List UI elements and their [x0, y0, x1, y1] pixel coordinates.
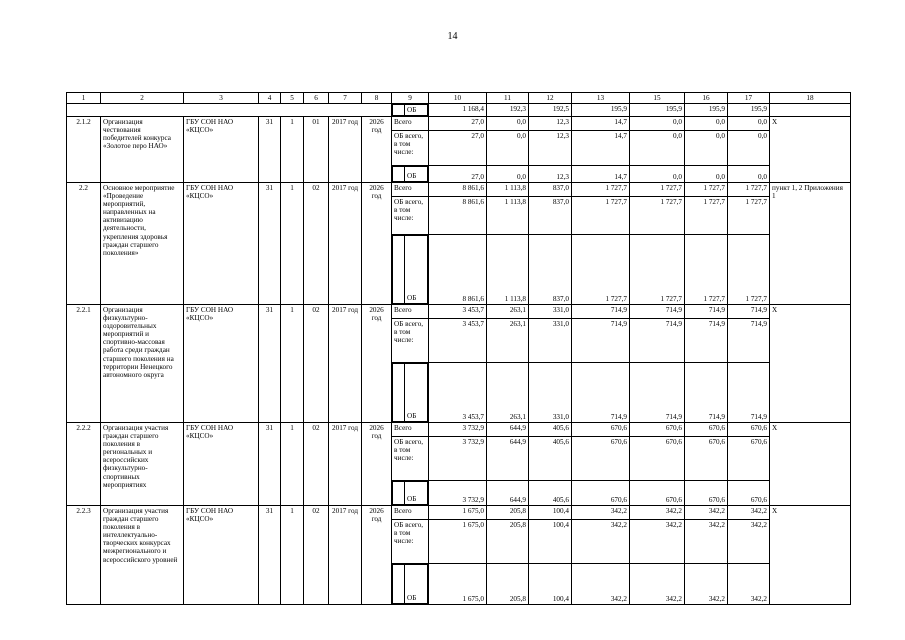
funding-label: ОБ всего, в том числе:: [392, 319, 429, 363]
program-row: [67, 423, 851, 437]
funding-value: 714,9: [572, 319, 630, 363]
total-value: 405,6: [529, 423, 572, 437]
end-year: 2026 год: [362, 423, 392, 506]
carry-value: 192,5: [529, 104, 572, 117]
code-col-5: 1: [281, 117, 304, 183]
funding-value: 1 727,7: [630, 197, 685, 235]
sub-value: 0,0: [630, 166, 685, 183]
total-value: 14,7: [572, 117, 630, 131]
code-col-6: 01: [304, 117, 329, 183]
sub-source-cell: [392, 564, 429, 605]
measure-name: Организация чествования победителей конкурса «Золотое перо НАО»: [101, 117, 184, 183]
sub-value: 644,9: [487, 481, 529, 506]
sub-value: 1 727,7: [685, 235, 728, 305]
total-value: 0,0: [630, 117, 685, 131]
funding-value: 714,9: [728, 319, 770, 363]
code-col-6: 02: [304, 506, 329, 605]
total-value: 100,4: [529, 506, 572, 520]
measure-name: Организация участия граждан старшего поколения в региональных и всероссийских физкультурно-спортивных мероприятиях: [101, 423, 184, 506]
measure-name: Организация физкультурно-оздоровительных мероприятий и спортивно-массовая работа среди граждан старшего поколения на территории Ненецкого автономного округа: [101, 305, 184, 423]
page-number: 14: [447, 31, 458, 42]
funding-value: 342,2: [630, 520, 685, 564]
header-cell: 12: [529, 93, 572, 104]
sub-source-cell: [392, 235, 429, 305]
funding-value: 714,9: [685, 319, 728, 363]
code-col-6: 02: [304, 183, 329, 305]
total-value: 670,6: [728, 423, 770, 437]
total-value: 1 675,0: [429, 506, 487, 520]
funding-value: 644,9: [487, 437, 529, 481]
funding-total-label: Всего: [392, 423, 429, 437]
funding-total-label: Всего: [392, 183, 429, 197]
carry-value: 195,9: [728, 104, 770, 117]
funding-value: 714,9: [630, 319, 685, 363]
sub-value: 0,0: [487, 166, 529, 183]
note-cell: Х: [770, 305, 851, 423]
funding-value: 27,0: [429, 131, 487, 166]
funding-value: 205,8: [487, 520, 529, 564]
sub-value: 1 727,7: [630, 235, 685, 305]
total-value: 8 861,6: [429, 183, 487, 197]
funding-label: ОБ всего, в том числе:: [392, 437, 429, 481]
blank: [393, 364, 405, 422]
funding-value: 100,4: [529, 520, 572, 564]
header-cell: 7: [329, 93, 362, 104]
code-col-6: 02: [304, 305, 329, 423]
sub-value: 14,7: [572, 166, 630, 183]
header-cell: 10: [429, 93, 487, 104]
funding-value: 670,6: [685, 437, 728, 481]
sub-source-label: ОБ: [405, 167, 428, 182]
header-cell: 5: [281, 93, 304, 104]
sub-value: 670,6: [685, 481, 728, 506]
total-value: 0,0: [728, 117, 770, 131]
sub-value: 714,9: [572, 363, 630, 423]
row-number: 2.2: [67, 183, 101, 305]
total-value: 205,8: [487, 506, 529, 520]
sub-source-cell: [392, 481, 429, 506]
funding-label: ОБ всего, в том числе:: [392, 520, 429, 564]
funding-value: 0,0: [487, 131, 529, 166]
total-value: 1 727,7: [728, 183, 770, 197]
carry-empty-cell: [67, 104, 392, 117]
start-year: 2017 год: [329, 506, 362, 605]
program-row: [67, 506, 851, 520]
total-value: 714,9: [728, 305, 770, 319]
sub-value: 1 113,8: [487, 235, 529, 305]
executor: ГБУ СОН НАО «КЦСО»: [184, 506, 259, 605]
total-value: 670,6: [630, 423, 685, 437]
total-value: 342,2: [728, 506, 770, 520]
sub-source-label: ОБ: [405, 236, 428, 304]
header-cell: 11: [487, 93, 529, 104]
blank: [393, 236, 405, 304]
total-value: 342,2: [630, 506, 685, 520]
sub-value: 12,3: [529, 166, 572, 183]
carry-value: 192,3: [487, 104, 529, 117]
code-col-6: 02: [304, 423, 329, 506]
funding-value: 670,6: [728, 437, 770, 481]
sub-value: 342,2: [728, 564, 770, 605]
sub-value: 670,6: [572, 481, 630, 506]
total-value: 714,9: [630, 305, 685, 319]
total-value: 670,6: [572, 423, 630, 437]
total-value: 27,0: [429, 117, 487, 131]
sub-source-cell: [392, 166, 429, 183]
funding-value: 1 727,7: [728, 197, 770, 235]
blank: [393, 482, 405, 505]
sub-value: 3 453,7: [429, 363, 487, 423]
funding-value: 331,0: [529, 319, 572, 363]
measure-name: Организация участия граждан старшего поколения в интеллектуально-творческих конкурсах межрегионального и всероссийского уровней: [101, 506, 184, 605]
end-year: 2026 год: [362, 183, 392, 305]
program-row: [67, 305, 851, 319]
total-value: 263,1: [487, 305, 529, 319]
executor: ГБУ СОН НАО «КЦСО»: [184, 423, 259, 506]
carry-note: [770, 104, 851, 117]
sub-value: 0,0: [685, 166, 728, 183]
row-number: 2.2.2: [67, 423, 101, 506]
carry-value: 195,9: [630, 104, 685, 117]
funding-value: 14,7: [572, 131, 630, 166]
header-cell: 9: [392, 93, 429, 104]
total-value: 714,9: [572, 305, 630, 319]
funding-label: ОБ всего, в том числе:: [392, 197, 429, 235]
total-value: 3 732,9: [429, 423, 487, 437]
executor: ГБУ СОН НАО «КЦСО»: [184, 117, 259, 183]
start-year: 2017 год: [329, 423, 362, 506]
end-year: 2026 год: [362, 117, 392, 183]
funding-value: 670,6: [572, 437, 630, 481]
start-year: 2017 год: [329, 183, 362, 305]
program-row: [67, 183, 851, 197]
sub-value: 342,2: [685, 564, 728, 605]
header-cell: 8: [362, 93, 392, 104]
funding-value: 12,3: [529, 131, 572, 166]
total-value: 1 113,8: [487, 183, 529, 197]
total-value: 644,9: [487, 423, 529, 437]
funding-value: 0,0: [685, 131, 728, 166]
end-year: 2026 год: [362, 506, 392, 605]
funding-total-label: Всего: [392, 117, 429, 131]
funding-value: 405,6: [529, 437, 572, 481]
sub-value: 27,0: [429, 166, 487, 183]
sub-value: 263,1: [487, 363, 529, 423]
funding-total-label: Всего: [392, 506, 429, 520]
header-cell: 6: [304, 93, 329, 104]
total-value: 837,0: [529, 183, 572, 197]
total-value: 3 453,7: [429, 305, 487, 319]
code-col-5: 1: [281, 423, 304, 506]
sub-value: 8 861,6: [429, 235, 487, 305]
sub-value: 3 732,9: [429, 481, 487, 506]
total-value: 1 727,7: [572, 183, 630, 197]
funding-value: 342,2: [685, 520, 728, 564]
note-cell: пункт 1, 2 Приложения 1: [770, 183, 851, 305]
total-value: 331,0: [529, 305, 572, 319]
funding-value: 8 861,6: [429, 197, 487, 235]
code-col-5: 1: [281, 506, 304, 605]
header-row: [67, 93, 851, 104]
sub-source-label: ОБ: [405, 565, 428, 604]
start-year: 2017 год: [329, 305, 362, 423]
carry-source-label: ОБ: [405, 105, 428, 116]
funding-value: 1 727,7: [572, 197, 630, 235]
header-cell: 2: [101, 93, 184, 104]
funding-value: 1 727,7: [685, 197, 728, 235]
row-number: 2.1.2: [67, 117, 101, 183]
total-value: 0,0: [685, 117, 728, 131]
funding-label: ОБ всего, в том числе:: [392, 131, 429, 166]
measure-name: Основное мероприятие «Проведение мероприятий, направленных на активизацию деятельности, укрепления здоровья граждан старшего поколения»: [101, 183, 184, 305]
sub-value: 1 727,7: [572, 235, 630, 305]
code-col-4: 31: [259, 423, 281, 506]
note-cell: Х: [770, 506, 851, 605]
sub-value: 0,0: [728, 166, 770, 183]
row-number: 2.2.3: [67, 506, 101, 605]
sub-source-cell: [392, 363, 429, 423]
executor: ГБУ СОН НАО «КЦСО»: [184, 183, 259, 305]
funding-value: 0,0: [728, 131, 770, 166]
sub-value: 331,0: [529, 363, 572, 423]
funding-value: 1 675,0: [429, 520, 487, 564]
funding-value: 342,2: [728, 520, 770, 564]
code-col-4: 31: [259, 506, 281, 605]
sub-source-label: ОБ: [405, 364, 428, 422]
sub-value: 670,6: [728, 481, 770, 506]
carry-value: 1 168,4: [429, 104, 487, 117]
sub-value: 837,0: [529, 235, 572, 305]
total-value: 342,2: [572, 506, 630, 520]
carry-value: 195,9: [685, 104, 728, 117]
header-cell: 15: [630, 93, 685, 104]
total-value: 714,9: [685, 305, 728, 319]
sub-value: 342,2: [572, 564, 630, 605]
header-cell: 17: [728, 93, 770, 104]
total-value: 0,0: [487, 117, 529, 131]
code-col-5: 1: [281, 305, 304, 423]
header-cell: 3: [184, 93, 259, 104]
funding-value: 3 453,7: [429, 319, 487, 363]
sub-value: 205,8: [487, 564, 529, 605]
sub-value: 405,6: [529, 481, 572, 506]
carry-over-row: [67, 104, 851, 117]
total-value: 1 727,7: [685, 183, 728, 197]
funding-value: 3 732,9: [429, 437, 487, 481]
blank: [393, 105, 405, 116]
note-cell: Х: [770, 117, 851, 183]
header-cell: 13: [572, 93, 630, 104]
row-number: 2.2.1: [67, 305, 101, 423]
end-year: 2026 год: [362, 305, 392, 423]
code-col-5: 1: [281, 183, 304, 305]
sub-value: 100,4: [529, 564, 572, 605]
carry-source-cell: [392, 104, 429, 117]
funding-value: 263,1: [487, 319, 529, 363]
header-cell: 1: [67, 93, 101, 104]
code-col-4: 31: [259, 117, 281, 183]
total-value: 12,3: [529, 117, 572, 131]
funding-value: 0,0: [630, 131, 685, 166]
sub-value: 714,9: [685, 363, 728, 423]
funding-value: 1 113,8: [487, 197, 529, 235]
sub-value: 1 727,7: [728, 235, 770, 305]
sub-value: 342,2: [630, 564, 685, 605]
total-value: 1 727,7: [630, 183, 685, 197]
blank: [393, 565, 405, 604]
executor: ГБУ СОН НАО «КЦСО»: [184, 305, 259, 423]
header-cell: 18: [770, 93, 851, 104]
note-cell: Х: [770, 423, 851, 506]
sub-value: 714,9: [630, 363, 685, 423]
funding-value: 342,2: [572, 520, 630, 564]
blank: [393, 167, 405, 182]
funding-total-label: Всего: [392, 305, 429, 319]
header-cell: 4: [259, 93, 281, 104]
code-col-4: 31: [259, 183, 281, 305]
total-value: 342,2: [685, 506, 728, 520]
sub-value: 714,9: [728, 363, 770, 423]
sub-source-label: ОБ: [405, 482, 428, 505]
total-value: 670,6: [685, 423, 728, 437]
start-year: 2017 год: [329, 117, 362, 183]
funding-value: 670,6: [630, 437, 685, 481]
header-cell: 16: [685, 93, 728, 104]
sub-value: 670,6: [630, 481, 685, 506]
code-col-4: 31: [259, 305, 281, 423]
program-row: [67, 117, 851, 131]
program-table: [66, 92, 851, 605]
carry-value: 195,9: [572, 104, 630, 117]
sub-value: 1 675,0: [429, 564, 487, 605]
funding-value: 837,0: [529, 197, 572, 235]
